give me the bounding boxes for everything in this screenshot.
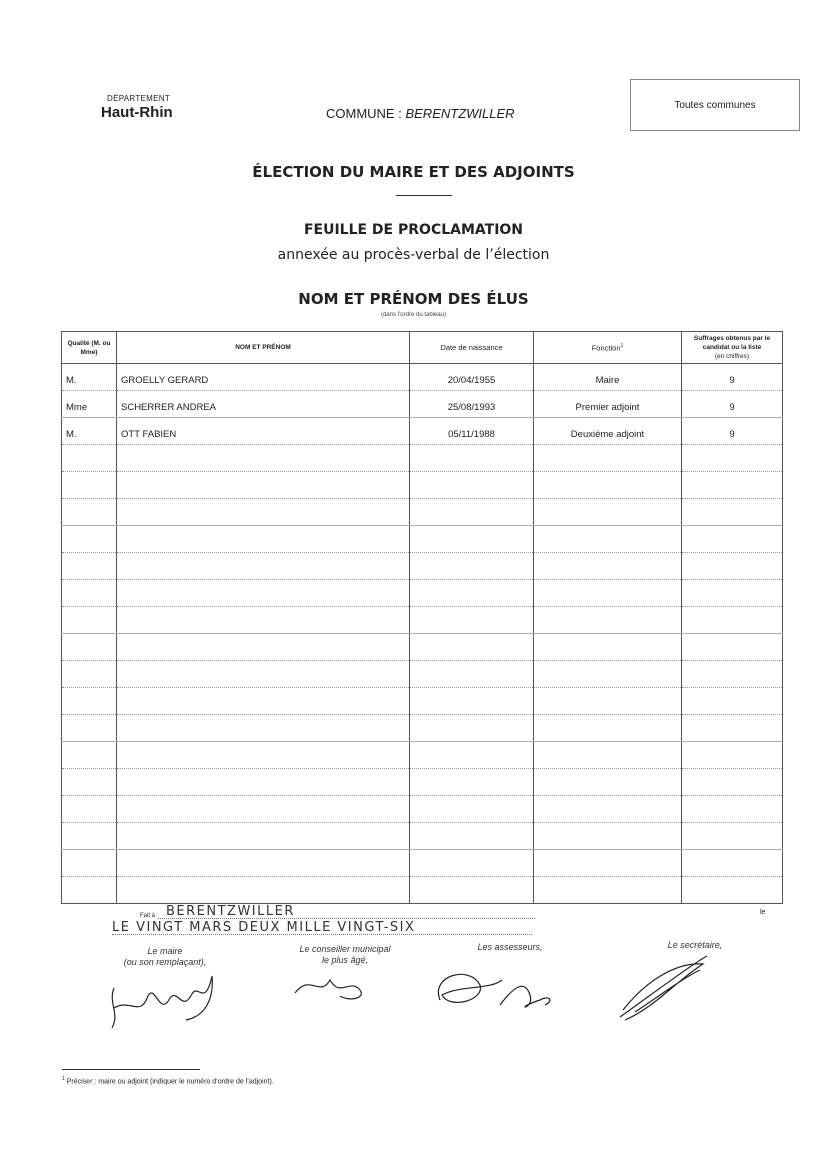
cell-date-empty [410, 499, 534, 526]
table-row-empty [62, 472, 783, 499]
cell-date-empty [410, 823, 534, 850]
footnote-text: Préciser : maire ou adjoint (indiquer le numéro d’ordre de l’adjoint). [66, 1078, 274, 1086]
cell-fonction-empty [534, 661, 682, 688]
cell-qualite-empty [62, 688, 117, 715]
cell-date [410, 418, 534, 445]
cell-nom-empty [117, 688, 410, 715]
cell-nom-empty [117, 472, 410, 499]
cell-fonction [534, 418, 682, 445]
cell-qualite-empty [62, 580, 117, 607]
cell-nom-empty [117, 742, 410, 769]
cell-suffrages-empty [682, 850, 783, 877]
footnote-mark: 1 [62, 1076, 65, 1082]
signatory-label: Le maire [147, 946, 183, 956]
cell-nom-empty [117, 769, 410, 796]
cell-qualite-empty [62, 796, 117, 823]
cell-fonction-empty [534, 742, 682, 769]
departement-name: Haut-Rhin [101, 104, 173, 121]
cell-qualite-empty [62, 877, 117, 904]
cell-suffrages-empty [682, 526, 783, 553]
cell-suffrages-empty [682, 499, 783, 526]
cell-suffrages [682, 418, 783, 445]
cell-fonction-empty [534, 850, 682, 877]
cell-qualite-empty [62, 634, 117, 661]
signatory-sub: (ou son remplaçant), [123, 957, 207, 967]
cell-suffrages-empty [682, 661, 783, 688]
table-header-row [62, 332, 783, 364]
cell-nom [117, 364, 410, 391]
cell-suffrages [682, 364, 783, 391]
cell-nom-empty [117, 607, 410, 634]
cell-qualite-empty [62, 661, 117, 688]
cell-nom-empty [117, 823, 410, 850]
cell-fonction-empty [534, 472, 682, 499]
sheet-subtitle: annexée au procès-verbal de l’élection [277, 247, 550, 263]
handwritten-place: BERENTZWILLER [166, 904, 295, 919]
cell-suffrages-value: 9 [729, 429, 735, 440]
handwritten-date: LE VINGT MARS DEUX MILLE VINGT-SIX [112, 920, 416, 935]
fait-label: Fait à [140, 913, 156, 919]
table-row-empty [62, 823, 783, 850]
cell-suffrages-empty [682, 445, 783, 472]
cell-fonction-empty [534, 445, 682, 472]
cell-date-value: 20/04/1955 [447, 375, 496, 386]
cell-fonction-empty [534, 769, 682, 796]
header-fonction [534, 332, 682, 364]
cell-fonction-empty [534, 580, 682, 607]
cell-qualite-empty [62, 715, 117, 742]
cell-date-value: 25/08/1993 [447, 402, 496, 413]
cell-fonction-empty [534, 688, 682, 715]
cell-fonction-empty [534, 526, 682, 553]
cell-suffrages-empty [682, 580, 783, 607]
cell-suffrages-empty [682, 472, 783, 499]
cell-nom-empty [117, 499, 410, 526]
cell-qualite-empty [62, 823, 117, 850]
footnote-rule [62, 1069, 200, 1070]
footnote-ref: 1 [620, 343, 624, 350]
cell-qualite-empty [62, 769, 117, 796]
cell-fonction-value: Maire [595, 375, 620, 386]
cell-date-empty [410, 526, 534, 553]
signature-maire [100, 968, 230, 1038]
signatory-conseiller [280, 944, 410, 966]
signatory-label: Les assesseurs, [477, 942, 543, 952]
table-row-empty [62, 877, 783, 904]
sheet-title: FEUILLE DE PROCLAMATION [303, 222, 524, 238]
cell-date-empty [410, 445, 534, 472]
header-nom: NOM ET PRÉNOM [117, 332, 410, 364]
cell-nom-empty [117, 715, 410, 742]
cell-suffrages-empty [682, 553, 783, 580]
header-suffrages-label: Suffrages obtenus par le candidat ou la liste [693, 335, 771, 351]
cell-qualite-value: M. [66, 429, 77, 440]
commune-name: BERENTZWILLER [405, 106, 515, 121]
cell-date-empty [410, 553, 534, 580]
cell-fonction [534, 364, 682, 391]
cell-nom-value: OTT FABIEN [121, 429, 177, 440]
table-row-empty [62, 580, 783, 607]
cell-nom-empty [117, 526, 410, 553]
cell-date-empty [410, 634, 534, 661]
cell-qualite [62, 418, 117, 445]
table-row [62, 364, 783, 391]
cell-fonction-empty [534, 499, 682, 526]
cell-suffrages-empty [682, 877, 783, 904]
signatory-maire [100, 946, 230, 968]
cell-date-empty [410, 796, 534, 823]
cell-qualite [62, 364, 117, 391]
cell-suffrages-empty [682, 715, 783, 742]
cell-suffrages-value: 9 [729, 375, 735, 386]
cell-nom-empty [117, 553, 410, 580]
header-suffrages [682, 332, 783, 364]
signatory-label: Le secrétaire, [667, 940, 723, 950]
elected-table [61, 331, 783, 904]
cell-suffrages-empty [682, 634, 783, 661]
table-row-empty [62, 634, 783, 661]
cell-date-empty [410, 877, 534, 904]
cell-fonction-value: Premier adjoint [575, 402, 640, 413]
cell-fonction-empty [534, 634, 682, 661]
cell-qualite-empty [62, 850, 117, 877]
cell-qualite-empty [62, 742, 117, 769]
le-label: le [760, 909, 766, 916]
table-row [62, 391, 783, 418]
table-row-empty [62, 607, 783, 634]
cell-qualite-empty [62, 553, 117, 580]
cell-fonction-empty [534, 607, 682, 634]
main-title: ÉLECTION DU MAIRE ET DES ADJOINTS [252, 163, 575, 181]
table-row-empty [62, 499, 783, 526]
cell-suffrages [682, 391, 783, 418]
table-row-empty [62, 445, 783, 472]
cell-fonction-empty [534, 796, 682, 823]
cell-date-empty [410, 661, 534, 688]
table-row-empty [62, 715, 783, 742]
table-row-empty [62, 769, 783, 796]
cell-date [410, 391, 534, 418]
table-row-empty [62, 742, 783, 769]
cell-suffrages-empty [682, 769, 783, 796]
cell-date-empty [410, 769, 534, 796]
title-divider [396, 195, 452, 196]
cell-date-empty [410, 580, 534, 607]
cell-nom-empty [117, 850, 410, 877]
scope-box [630, 79, 800, 131]
table-row-empty [62, 796, 783, 823]
elected-title: NOM ET PRÉNOM DES ÉLUS [298, 290, 529, 308]
table-row-empty [62, 661, 783, 688]
cell-date [410, 364, 534, 391]
cell-suffrages-empty [682, 607, 783, 634]
signatory-assesseurs [455, 942, 565, 953]
cell-fonction-empty [534, 877, 682, 904]
cell-suffrages-empty [682, 796, 783, 823]
cell-nom-empty [117, 661, 410, 688]
commune-line [326, 106, 515, 121]
cell-suffrages-empty [682, 688, 783, 715]
cell-suffrages-value: 9 [729, 402, 735, 413]
cell-fonction-empty [534, 553, 682, 580]
signature-secretaire [615, 952, 715, 1024]
cell-fonction-empty [534, 823, 682, 850]
table-row-empty [62, 688, 783, 715]
cell-suffrages-empty [682, 823, 783, 850]
scope-text: Toutes communes [674, 100, 756, 111]
signatory-label: Le conseiller municipal [299, 944, 391, 954]
cell-nom-empty [117, 796, 410, 823]
cell-qualite-empty [62, 445, 117, 472]
header-qualite: Qualité (M. ou Mme) [62, 332, 117, 364]
cell-nom [117, 391, 410, 418]
cell-date-value: 05/11/1988 [448, 429, 495, 440]
cell-date-empty [410, 688, 534, 715]
cell-nom-empty [117, 445, 410, 472]
commune-label: COMMUNE : [326, 106, 402, 121]
table-row-empty [62, 526, 783, 553]
footnote [62, 1076, 274, 1085]
departement-label: DÉPARTEMENT [107, 94, 171, 103]
cell-date-empty [410, 742, 534, 769]
cell-date-empty [410, 715, 534, 742]
cell-qualite-empty [62, 607, 117, 634]
cell-nom-value: GROELLY GERARD [121, 375, 209, 386]
cell-qualite [62, 391, 117, 418]
table-row [62, 418, 783, 445]
table-row-empty [62, 553, 783, 580]
signatory-secretaire [640, 940, 750, 951]
order-note: (dans l’ordre du tableau) [380, 312, 447, 318]
cell-date-empty [410, 850, 534, 877]
header-fonction-label: Fonction [591, 343, 621, 353]
cell-suffrages-empty [682, 742, 783, 769]
cell-qualite-empty [62, 526, 117, 553]
table-row-empty [62, 850, 783, 877]
cell-nom [117, 418, 410, 445]
cell-date-empty [410, 472, 534, 499]
cell-fonction-value: Deuxième adjoint [570, 429, 645, 440]
cell-qualite-empty [62, 472, 117, 499]
cell-qualite-empty [62, 499, 117, 526]
cell-fonction-empty [534, 715, 682, 742]
cell-nom-empty [117, 634, 410, 661]
cell-nom-empty [117, 877, 410, 904]
signature-assesseurs [430, 965, 570, 1020]
header-date: Date de naissance [410, 332, 534, 364]
cell-date-empty [410, 607, 534, 634]
cell-nom-value: SCHERRER ANDREA [121, 402, 217, 413]
cell-fonction [534, 391, 682, 418]
header-suffrages-sub: (en chiffres) [714, 353, 750, 360]
signatory-sub: le plus âgé, [321, 955, 369, 965]
cell-qualite-value: M. [66, 375, 77, 386]
signature-conseiller [290, 968, 380, 1008]
cell-nom-empty [117, 580, 410, 607]
cell-qualite-value: Mme [66, 402, 88, 413]
